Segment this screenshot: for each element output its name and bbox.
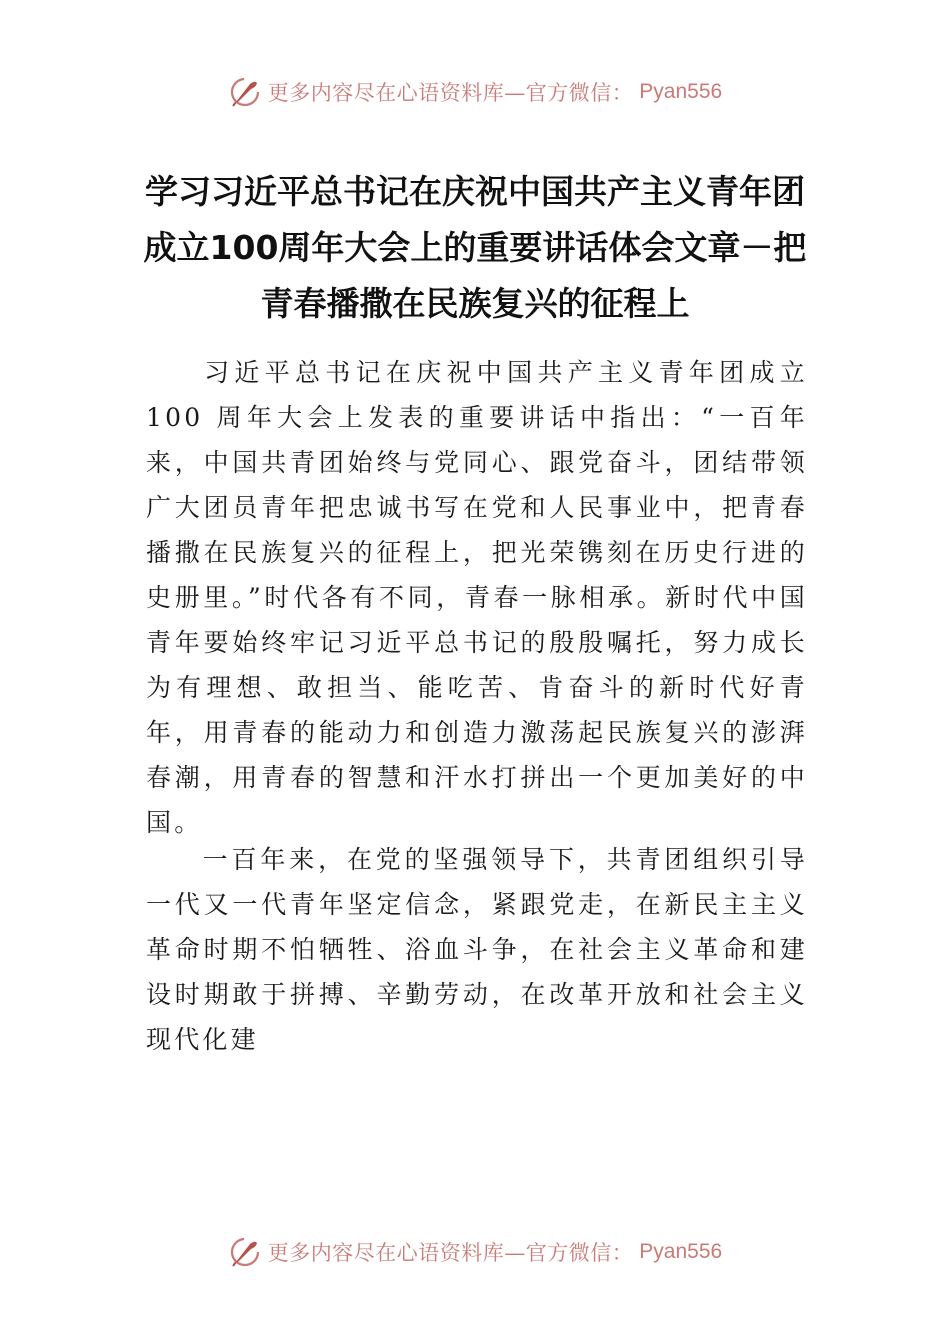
paragraph-text: 一百年来，在党的坚强领导下，共青团组织引导一代又一代青年坚定信念，紧跟党走，在新民主主义革命时期不怕牺牲、浴血斗争，在社会主义革命和建设时期敢于拼搏、辛勤劳动，在改革开放和社会主义现代化建 <box>146 845 808 1054</box>
document-title: 学习习近平总书记在庆祝中国共产主义青年团成立100周年大会上的重要讲话体会文章－把青春播撒在民族复兴的征程上 <box>143 172 807 323</box>
watermark-wechat-id: Pyan556 <box>639 80 723 103</box>
watermark-wechat-id: Pyan556 <box>639 1240 723 1263</box>
watermark-text: 更多内容尽在心语资料库—官方微信： <box>267 1241 634 1265</box>
paragraph <box>146 350 808 845</box>
paragraph-text: 习近平总书记在庆祝中国共产主义青年团成立 100 周年大会上发表的重要讲话中指出：“一百年来，中国共青团始终与党同心、跟党奋斗，团结带领广大团员青年把忠诚书写在党和人民事业中，把青春播撒在民族复兴的征程上，把光荣镌刻在历史行进的史册里。”时代各有不同，青春一脉相承。新时代中国青年要始终牢记习近平总书记的殷殷嘱托，努力成长为有理想、敢担当、能吃苦、肯奋斗的新时代好青年，用青春的能动力和创造力激荡起民族复兴的澎湃春潮，用青春的智慧和汗水打拼出一个更加美好的中国。 <box>146 358 808 837</box>
watermark-text: 更多内容尽在心语资料库—官方微信： <box>267 81 634 105</box>
watermark-header <box>0 72 950 112</box>
quill-pen-logo-icon <box>228 75 262 109</box>
quill-pen-logo-icon <box>228 1235 262 1269</box>
paragraph <box>146 837 808 1062</box>
watermark-footer <box>0 1232 950 1272</box>
